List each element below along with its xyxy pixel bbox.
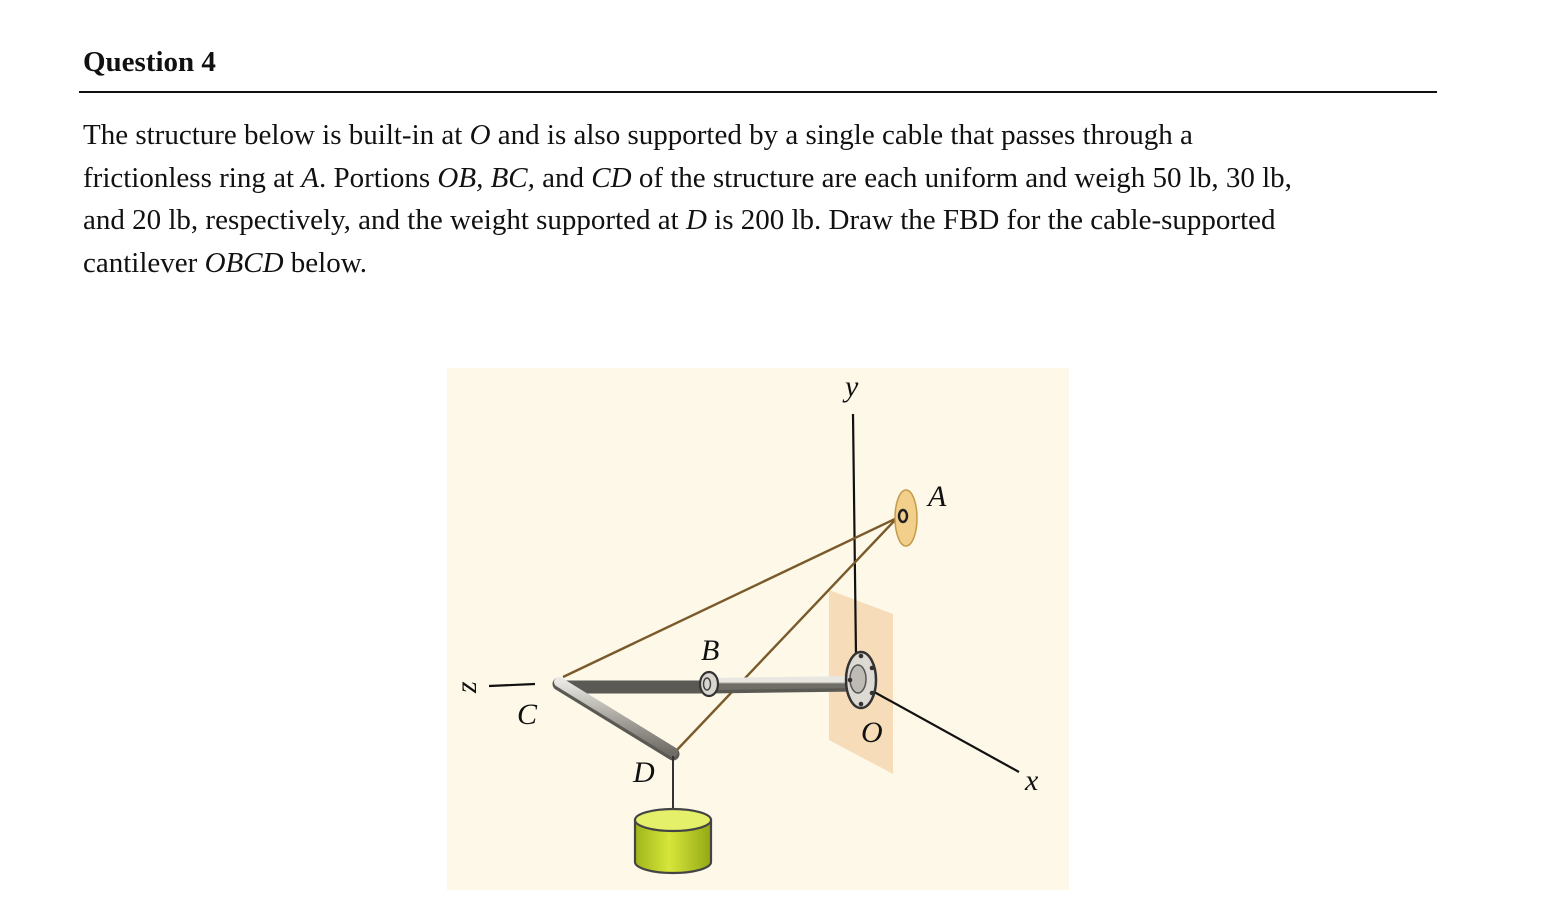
problem-line-2: [83, 157, 1463, 200]
problem-line-3: [83, 199, 1463, 242]
text-segment: is 200 lb. Draw the FBD for the cable-supported: [706, 204, 1276, 236]
text-segment: and 20 lb, respectively, and the weight supported at: [83, 204, 686, 236]
bolt-icon: [859, 702, 864, 707]
joint-b: [700, 672, 718, 696]
portion-cd: CD: [591, 161, 632, 194]
label-x: x: [1025, 764, 1039, 797]
bolt-icon: [870, 666, 875, 671]
flange-o-hub: [850, 665, 866, 693]
label-d: D: [633, 756, 655, 789]
label-z: z: [450, 681, 483, 693]
text-segment: and is also supported by a single cable that passes through a: [490, 119, 1193, 151]
text-segment: and: [534, 161, 592, 194]
label-b: B: [701, 634, 720, 667]
point-d: D: [685, 204, 707, 236]
label-o: O: [861, 716, 883, 749]
text-segment: frictionless ring at: [83, 161, 302, 194]
bolt-icon: [848, 678, 853, 683]
structure-diagram: [447, 368, 1069, 890]
problem-line-1: [83, 114, 1463, 157]
problem-statement: [83, 114, 1463, 284]
title-divider: [79, 91, 1437, 93]
figure-background: [447, 368, 1069, 890]
rod-ob: [709, 682, 859, 684]
point-o: O: [469, 119, 491, 151]
label-a: A: [928, 480, 947, 513]
portions-ob-bc: OB, BC,: [437, 161, 535, 194]
text-segment: cantilever: [83, 246, 205, 279]
point-a: A: [301, 161, 319, 194]
bolt-icon: [870, 691, 875, 696]
label-c: C: [517, 698, 538, 731]
text-segment: The structure below is built-in at: [83, 119, 470, 151]
bolt-icon: [859, 654, 864, 659]
label-y: y: [845, 370, 859, 403]
problem-line-4: [83, 242, 1463, 285]
text-segment: of the structure are each uniform and weigh 50 lb, 30 lb,: [631, 161, 1292, 194]
weight-top: [635, 809, 711, 831]
structure-figure: [447, 368, 1069, 890]
structure-name: OBCD: [204, 246, 284, 279]
text-segment: below.: [283, 246, 368, 279]
text-segment: . Portions: [318, 161, 438, 194]
question-title: Question 4: [83, 46, 216, 78]
